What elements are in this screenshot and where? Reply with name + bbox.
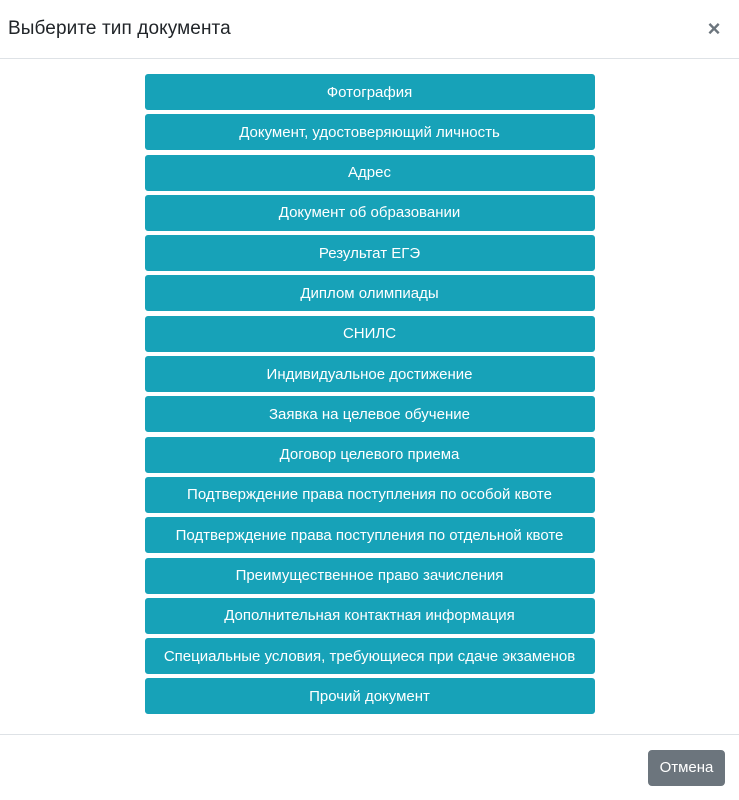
modal-footer: [0, 735, 739, 800]
modal-body: [0, 59, 739, 735]
cancel-button[interactable]: Отмена: [648, 750, 725, 786]
doc-type-exam-result-button[interactable]: Результат ЕГЭ: [145, 235, 595, 271]
doc-type-special-exam-conditions-button[interactable]: Специальные условия, требующиеся при сдаче экзаменов: [145, 638, 595, 674]
document-type-list: [145, 74, 595, 714]
close-icon[interactable]: ×: [705, 18, 723, 40]
doc-type-special-quota-confirmation-button[interactable]: Подтверждение права поступления по особой квоте: [145, 477, 595, 513]
doc-type-target-admission-contract-button[interactable]: Договор целевого приема: [145, 437, 595, 473]
doc-type-education-document-button[interactable]: Документ об образовании: [145, 195, 595, 231]
modal-title: Выберите тип документа: [8, 18, 231, 39]
doc-type-other-document-button[interactable]: Прочий документ: [145, 678, 595, 714]
doc-type-olympiad-diploma-button[interactable]: Диплом олимпиады: [145, 275, 595, 311]
doc-type-identity-document-button[interactable]: Документ, удостоверяющий личность: [145, 114, 595, 150]
doc-type-separate-quota-confirmation-button[interactable]: Подтверждение права поступления по отдельной квоте: [145, 517, 595, 553]
modal-header: [0, 0, 739, 59]
doc-type-address-button[interactable]: Адрес: [145, 155, 595, 191]
doc-type-photo-button[interactable]: Фотография: [145, 74, 595, 110]
doc-type-snils-button[interactable]: СНИЛС: [145, 316, 595, 352]
doc-type-individual-achievement-button[interactable]: Индивидуальное достижение: [145, 356, 595, 392]
doc-type-priority-enrollment-right-button[interactable]: Преимущественное право зачисления: [145, 558, 595, 594]
doc-type-target-training-application-button[interactable]: Заявка на целевое обучение: [145, 396, 595, 432]
doc-type-additional-contact-info-button[interactable]: Дополнительная контактная информация: [145, 598, 595, 634]
